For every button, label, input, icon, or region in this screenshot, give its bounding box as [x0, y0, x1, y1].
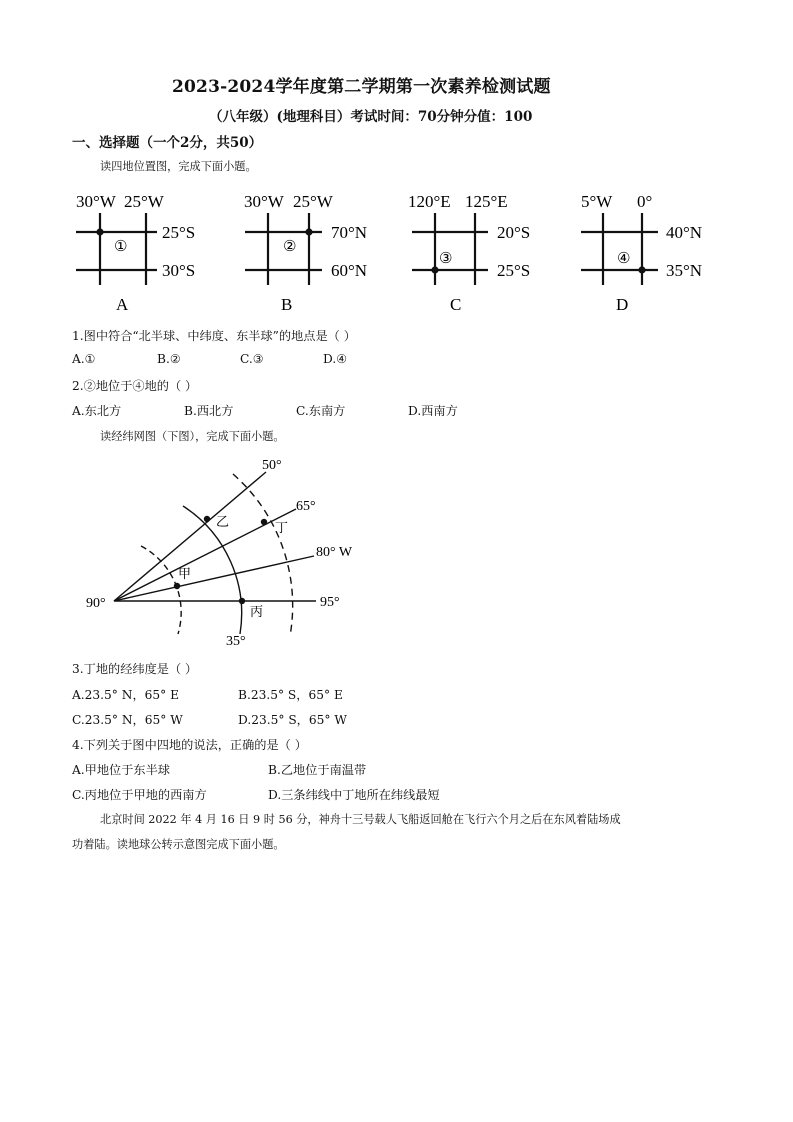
question-1-stem: 1.图中符合“北半球、中纬度、东半球”的地点是（ ）: [72, 329, 356, 343]
four-grids-figure: [0, 183, 793, 323]
q1-option-c[interactable]: C.③: [240, 352, 264, 366]
grid-b-top-left: 30°W: [244, 192, 284, 211]
label-35: 35°: [226, 634, 246, 649]
question-4-stem: 4.下列关于图中四地的说法，正确的是（ ）: [72, 738, 307, 752]
grid-b-right-top: 70°N: [331, 223, 368, 242]
page-title: 2023-2024学年度第二学期第一次素养检测试题: [172, 77, 551, 97]
point-bing: 丙: [250, 605, 264, 620]
q2-option-d[interactable]: D.西南方: [408, 404, 458, 418]
passage-line-2: 功着陆。读地球公转示意图完成下面小题。: [72, 838, 285, 851]
grid-c-top-right: 125°E: [465, 192, 508, 211]
grid-b: [244, 192, 367, 314]
question-2-stem: 2.②地位于④地的（ ）: [72, 379, 198, 393]
label-90: 90°: [86, 596, 106, 611]
grid-d-label: D: [616, 295, 629, 314]
label-80w: 80° W: [316, 545, 353, 560]
grid-a-right-bottom: 30°S: [162, 261, 196, 280]
q3-option-c[interactable]: C.23.5° N，65° W: [72, 713, 183, 727]
grid-d-right-bottom: 35°N: [666, 261, 703, 280]
section-heading: 一、选择题（一个2分，共50）: [72, 135, 263, 151]
point-yi: 乙: [216, 515, 230, 530]
grid-a: [76, 192, 195, 314]
question-3-stem: 3.丁地的经纬度是（ ）: [72, 662, 198, 676]
q1-option-d[interactable]: D.④: [323, 352, 348, 366]
q2-option-a[interactable]: A.东北方: [72, 404, 122, 418]
grid-c-marker: ③: [439, 249, 453, 267]
grid-d: [581, 192, 702, 314]
intro-text: 读四地位置图，完成下面小题。: [100, 160, 257, 173]
exam-info: （八年级）(地理科目）考试时间：70分钟分值：100: [209, 109, 533, 125]
q2-option-c[interactable]: C.东南方: [296, 404, 346, 418]
grid-c-right-top: 20°S: [497, 223, 531, 242]
q4-option-c[interactable]: C.丙地位于甲地的西南方: [72, 788, 207, 802]
q3-option-d[interactable]: D.23.5° S，65° W: [238, 713, 347, 727]
graticule-fan-diagram: [0, 448, 793, 658]
q4-option-d[interactable]: D.三条纬线中丁地所在纬线最短: [268, 788, 440, 802]
q1-option-b[interactable]: B.②: [157, 352, 181, 366]
grid-b-top-right: 25°W: [293, 192, 333, 211]
label-50: 50°: [262, 458, 282, 473]
grid-c-top-left: 120°E: [408, 192, 451, 211]
grid-a-marker: ①: [114, 237, 128, 255]
grid-b-right-bottom: 60°N: [331, 261, 368, 280]
q2-option-b[interactable]: B.西北方: [184, 404, 234, 418]
grid-a-right-top: 25°S: [162, 223, 196, 242]
q4-option-a[interactable]: A.甲地位于东半球: [72, 763, 170, 777]
grid-c-right-bottom: 25°S: [497, 261, 531, 280]
grid-c: [408, 192, 530, 314]
q3-option-a[interactable]: A.23.5° N，65° E: [72, 688, 180, 702]
point-jia: 甲: [178, 567, 192, 582]
intro-text-2: 读经纬网图（下图），完成下面小题。: [100, 430, 285, 443]
grid-b-label: B: [281, 295, 293, 314]
grid-a-top-right: 25°W: [124, 192, 164, 211]
grid-a-top-left: 30°W: [76, 192, 116, 211]
passage-line-1: 北京时间 2022 年 4 月 16 日 9 时 56 分，神舟十三号载人飞船返回舱在飞行六个月之后在东风着陆场成: [100, 813, 621, 826]
grid-d-top-right: 0°: [637, 192, 653, 211]
grid-b-marker: ②: [283, 237, 297, 255]
label-95: 95°: [320, 595, 340, 610]
point-ding: 丁: [275, 521, 289, 536]
grid-c-label: C: [450, 295, 462, 314]
grid-a-label: A: [116, 295, 129, 314]
grid-d-right-top: 40°N: [666, 223, 703, 242]
grid-d-top-left: 5°W: [581, 192, 613, 211]
q3-option-b[interactable]: B.23.5° S，65° E: [238, 688, 343, 702]
q1-option-a[interactable]: A.①: [72, 352, 96, 366]
q4-option-b[interactable]: B.乙地位于南温带: [268, 763, 367, 777]
grid-d-marker: ④: [617, 249, 631, 267]
label-65: 65°: [296, 499, 316, 514]
